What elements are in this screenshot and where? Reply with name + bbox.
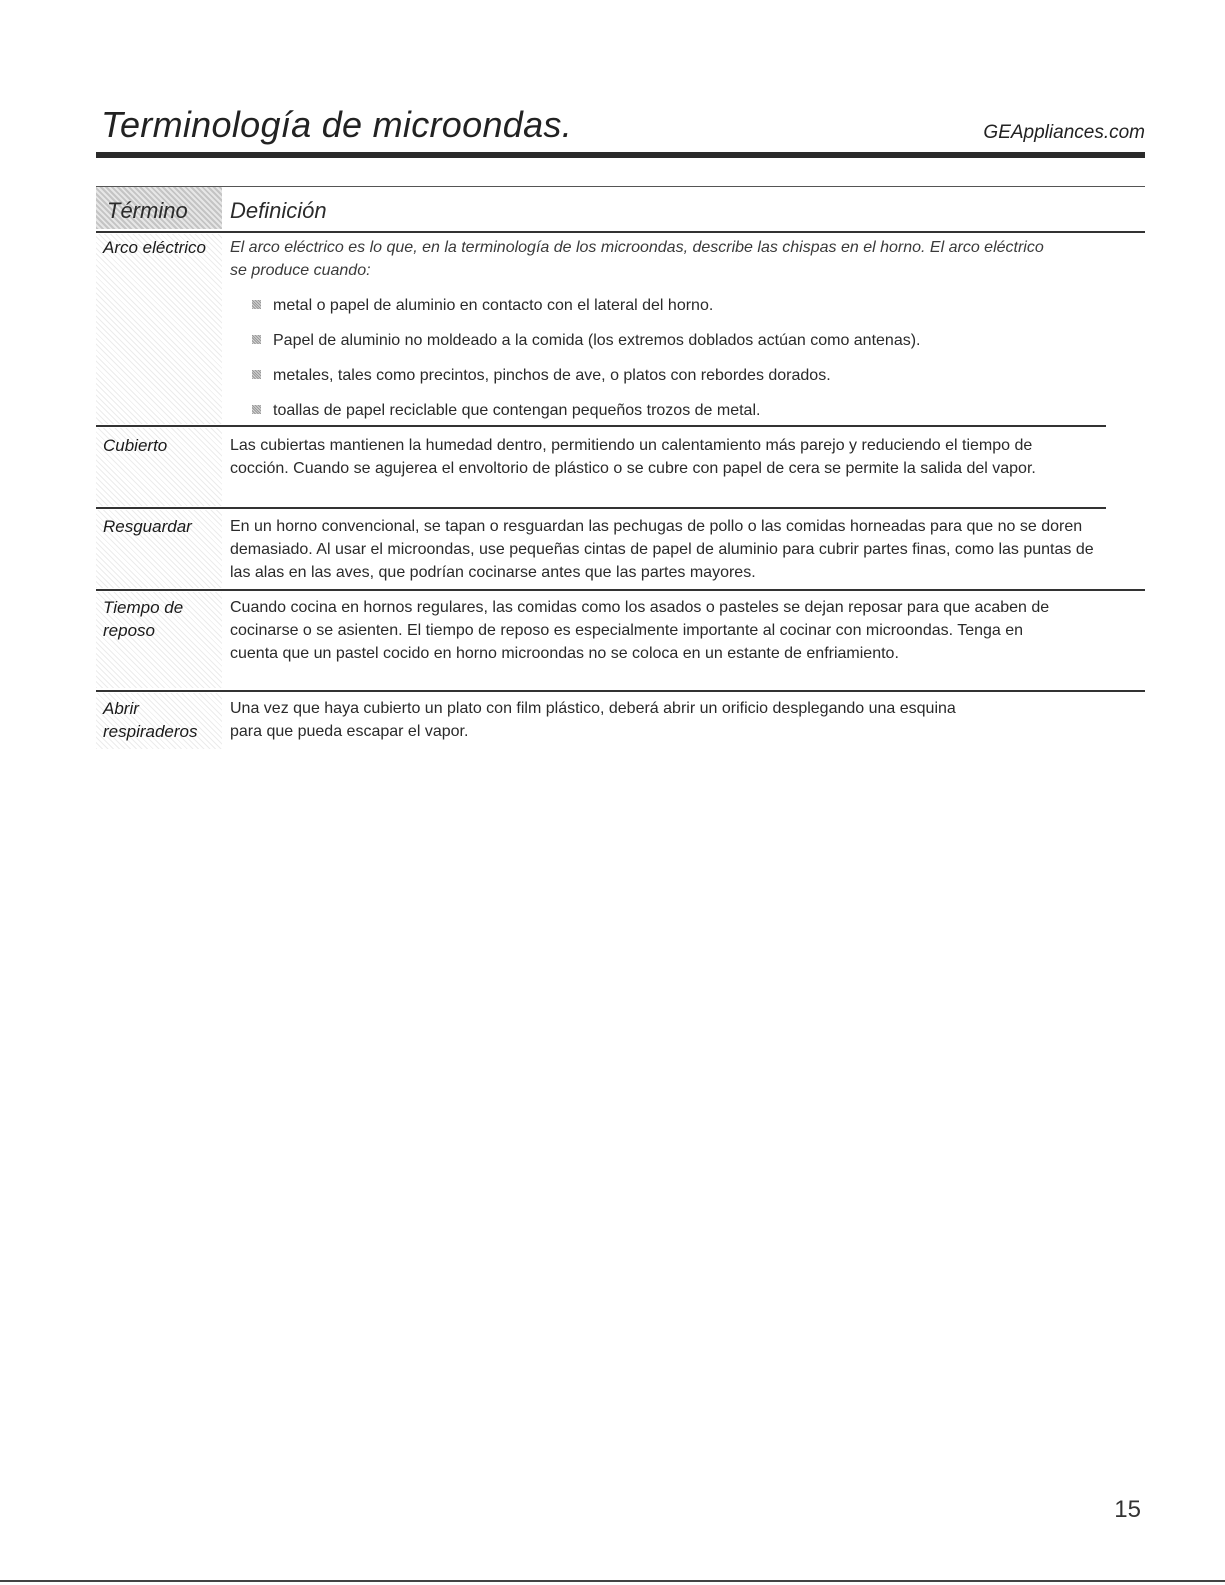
bullet-list [252, 296, 921, 436]
bullet-square-icon [252, 370, 261, 379]
list-item [252, 366, 921, 401]
row-rule [96, 589, 1145, 591]
bullet-text: toallas de papel reciclable que contengan pequeños trozos de metal. [273, 402, 761, 419]
bullet-square-icon [252, 300, 261, 309]
definition-cell: Cuando cocina en hornos regulares, las comidas como los asados o pasteles se dejan reposar para que acaben de cocinarse o se asienten. El tiempo de reposo es especialmente importante al cocinar con microondas. Tenga en cuenta que un pastel cocido en horno microondas no se coloca en un estante de enfriamiento. [230, 599, 1050, 662]
definition-cell: El arco eléctrico es lo que, en la terminología de los microondas, describe las chispas en el horno. El arco eléctrico se produce cuando: [230, 239, 1044, 279]
definition-column-header: Definición [230, 198, 327, 223]
page-number: 15 [1114, 1496, 1141, 1523]
term-cell: Tiempo de reposo [103, 598, 184, 640]
page-title: Terminología de microondas. [101, 104, 573, 145]
table-top-rule [96, 186, 1145, 187]
title-rule [96, 152, 1145, 158]
row-rule [96, 690, 1145, 692]
header-rule [96, 231, 1145, 233]
term-column-header: Término [107, 198, 188, 223]
definition-cell: Una vez que haya cubierto un plato con film plástico, deberá abrir un orificio desplegando una esquina para que pueda escapar el vapor. [230, 700, 956, 740]
row-rule [96, 425, 1106, 427]
bottom-rule [0, 1580, 1225, 1582]
bullet-text: metal o papel de aluminio en contacto con el lateral del horno. [273, 297, 714, 314]
bullet-square-icon [252, 335, 261, 344]
definition-cell: En un horno convencional, se tapan o resguardan las pechugas de pollo o las comidas horneadas para que no se doren demasiado. Al usar el microondas, use pequeñas cintas de papel de aluminio para cubrir partes finas, como las puntas de las alas en las aves, que podrían cocinarse antes que las partes mayores. [230, 518, 1094, 581]
bullet-text: Papel de aluminio no moldeado a la comida (los extremos doblados actúan como antenas). [273, 332, 921, 349]
bullet-square-icon [252, 405, 261, 414]
term-cell: Arco eléctrico [103, 238, 206, 257]
bullet-text: metales, tales como precintos, pinchos de ave, o platos con rebordes dorados. [273, 367, 831, 384]
site-url: GEAppliances.com [983, 122, 1145, 143]
list-item [252, 331, 921, 366]
term-cell: Cubierto [103, 436, 168, 455]
row-rule [96, 507, 1106, 509]
term-cell: Resguardar [103, 517, 192, 536]
term-cell: Abrir respiraderos [103, 699, 198, 741]
list-item [252, 401, 921, 436]
definition-cell: Las cubiertas mantienen la humedad dentro, permitiendo un calentamiento más parejo y reduciendo el tiempo de cocción. Cuando se agujerea el envoltorio de plástico o se cubre con papel de cera se permite la salida del vapor. [230, 437, 1036, 477]
list-item [252, 296, 921, 331]
term-shade [96, 234, 222, 424]
